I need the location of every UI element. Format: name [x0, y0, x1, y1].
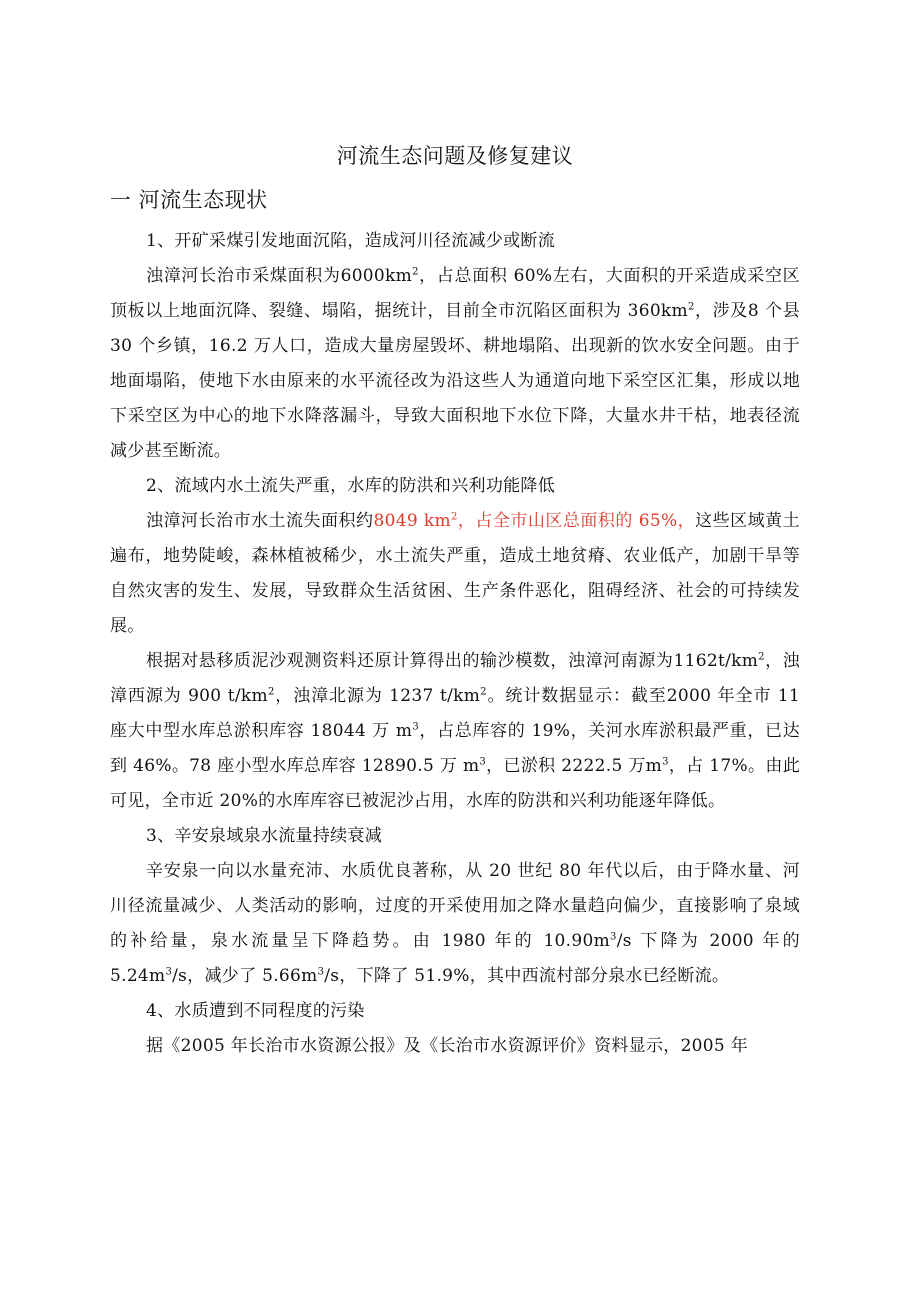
subsection-heading-3: 3、辛安泉域泉水流量持续衰减	[146, 826, 383, 846]
paragraph-3: 根据对悬移质泥沙观测资料还原计算得出的输沙模数，浊漳河南源为$1162t/km^2$，浊漳西源为 900 $t/km^2$，浊漳北源为 1237 $t/km^2$。统计数据显示：截至2000 年全市 11 座大中型水库总淤积库容 18044 万 $m^3$，占总库容的 19%，关河水库淤积最严重，已达到 46%。78 座小型水库总库容 12890.5 万 $m^3$，已淤积 2222.5 万$m^3$，占 17%。由此可见，全市近 20%的水库库容已被泥沙占用，水库的防洪和兴利功能逐年降低。	[110, 651, 800, 811]
document-title: 河流生态问题及修复建议	[336, 144, 574, 168]
subsection-heading-2: 2、流域内水土流失严重，水库的防洪和兴利功能降低	[146, 476, 556, 496]
paragraph-1: 浊漳河长治市采煤面积为$6000km^2$，占总面积 60%左右，大面积的开采造成采空区顶板以上地面沉降、裂缝、塌陷，据统计，目前全市沉陷区面积为 $360km^2$，涉及8 个县 30 个乡镇，16.2 万人口，造成大量房屋毁坏、耕地塌陷、出现新的饮水安全问题。由于地面塌陷，使地下水由原来的水平流径改为沿这些人为通道向地下采空区汇集，形成以地下采空区为中心的地下水降落漏斗，导致大面积地下水位下降，大量水井干枯，地表径流减少甚至断流。	[110, 266, 800, 461]
highlighted-text: 8049 $km^2$，占全市山区总面积的 65%，	[373, 511, 696, 531]
paragraph-5: 据《2005 年长治市水资源公报》及《长治市水资源评价》资料显示，2005 年	[146, 1036, 749, 1056]
paragraph-2: 浊漳河长治市水土流失面积约8049 $km^2$，占全市山区总面积的 65%，这些区域黄土遍布，地势陡峻，森林植被稀少，水土流失严重，造成土地贫瘠、农业低产，加剧干旱等自然灾害的发生、发展，导致群众生活贫困、生产条件恶化，阻碍经济、社会的可持续发展。	[110, 511, 800, 636]
subsection-heading-4: 4、水质遭到不同程度的污染	[146, 1001, 365, 1021]
paragraph-4: 辛安泉一向以水量充沛、水质优良著称，从 20 世纪 80 年代以后，由于降水量、河川径流量减少、人类活动的影响，过度的开采使用加之降水量趋向偏少，直接影响了泉域的补给量，泉水流量呈下降趋势。由 1980 年的 $10.90m^3/s$ 下降为 2000 年的$5.24m^3/s$，减少了 $5.66m^3/s$，下降了 51.9%，其中西流村部分泉水已经断流。	[110, 861, 800, 986]
document-page	[110, 138, 800, 1064]
subsection-heading-1: 1、开矿采煤引发地面沉陷，造成河川径流减少或断流	[146, 231, 556, 251]
section-heading: 一 河流生态现状	[110, 188, 268, 212]
